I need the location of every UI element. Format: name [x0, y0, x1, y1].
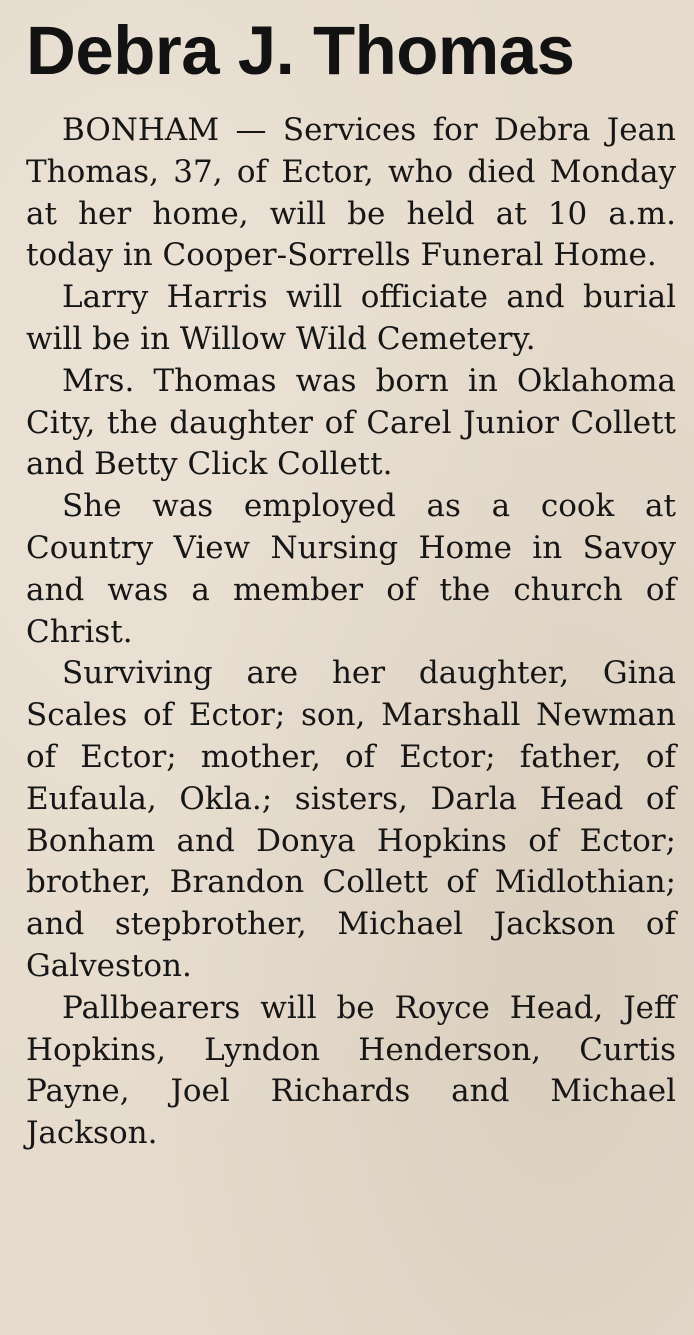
obituary-body: [26, 110, 676, 1155]
paragraph-pallbearers: Pallbearers will be Royce Head, Jeff Hopkins, Lyndon Henderson, Curtis Payne, Joel Richards and Michael Jackson.: [26, 989, 676, 1152]
paragraph-burial: Larry Harris will officiate and burial will be in Willow Wild Cemetery.: [26, 279, 676, 357]
paragraph-survivors: Surviving are her daughter, Gina Scales of Ector; son, Marshall Newman of Ector; mother, of Ector; father, of Eufaula, Okla.; sisters, Darla Head of Bonham and Donya Hopkins of Ector; brother, Brandon Collett of Midlothian; and stepbrother, Michael Jackson of Galveston.: [26, 655, 676, 984]
paragraph-birth: Mrs. Thomas was born in Oklahoma City, the daughter of Carel Junior Collett and Betty Click Collett.: [26, 362, 676, 483]
obituary-headline: Debra J. Thomas: [26, 12, 575, 89]
paragraph-services: BONHAM — Services for Debra Jean Thomas, 37, of Ector, who died Monday at her home, will be held at 10 a.m. today in Cooper-Sorrells Funeral Home.: [26, 112, 676, 274]
paragraph-employment: She was employed as a cook at Country View Nursing Home in Savoy and was a member of the church of Christ.: [26, 488, 676, 650]
